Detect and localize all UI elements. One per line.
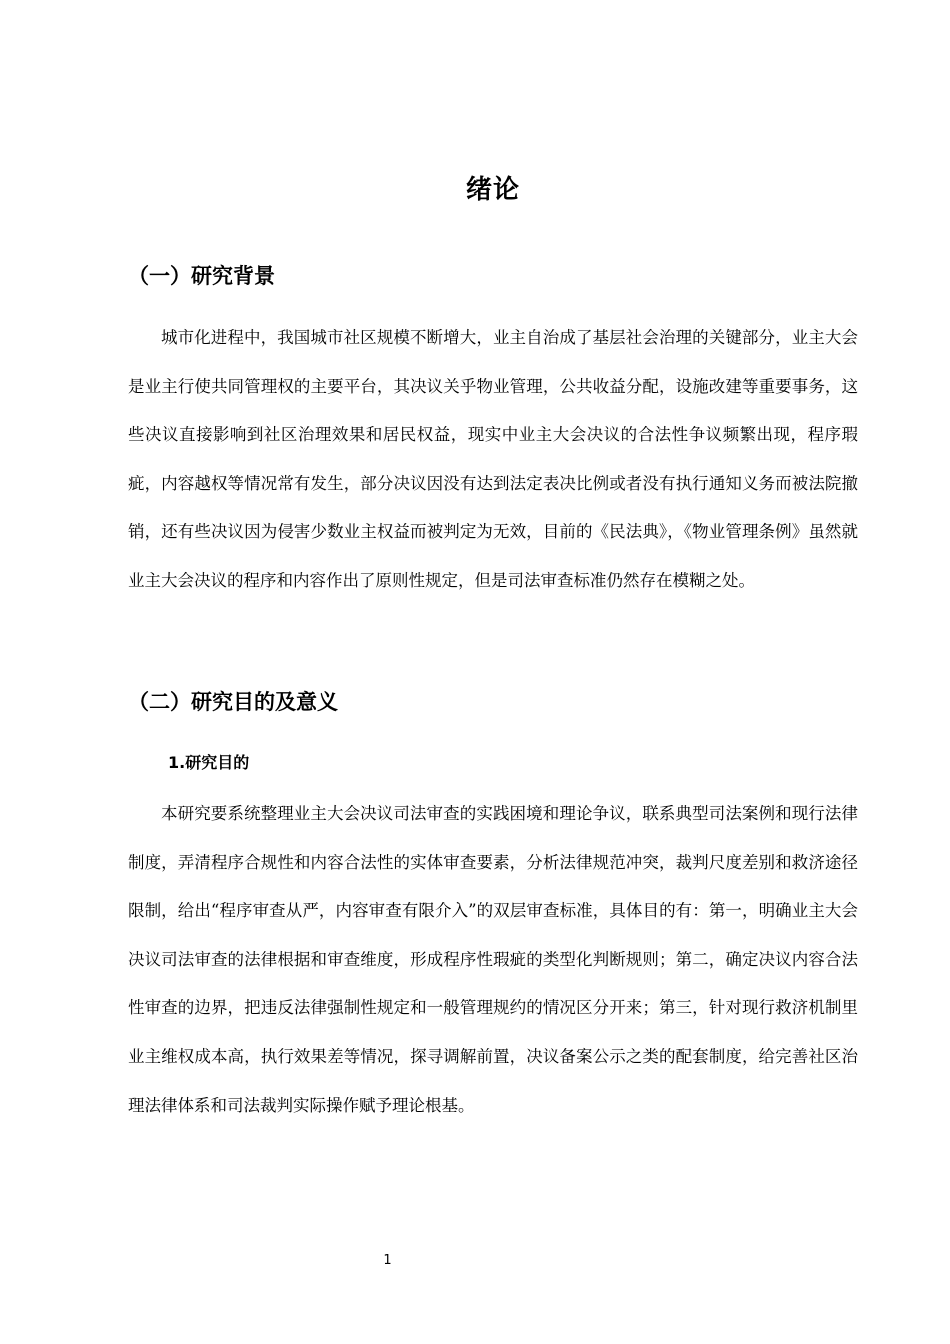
section-heading-background: （一）研究背景 — [128, 264, 275, 288]
background-paragraph: 城市化进程中，我国城市社区规模不断增大，业主自治成了基层社会治理的关键部分，业主大会是业主行使共同管理权的主要平台，其决议关乎物业管理，公共收益分配，设施改建等重要事务，这些决议直接影响到社区治理效果和居民权益，现实中业主大会决议的合法性争议频繁出现，程序瑕疵，内容越权等情况常有发生，部分决议因没有达到法定表决比例或者没有执行通知义务而被法院撤销，还有些决议因为侵害少数业主权益而被判定为无效，目前的《民法典》，《物业管理条例》虽然就业主大会决议的程序和内容作出了原则性规定，但是司法审查标准仍然存在模糊之处。 — [128, 328, 858, 590]
document-title: 绪论 — [465, 175, 520, 205]
page-number: 1 — [383, 1253, 392, 1268]
purpose-paragraph: 本研究要系统整理业主大会决议司法审查的实践困境和理论争议，联系典型司法案例和现行法律制度，弄清程序合规性和内容合法性的实体审查要素，分析法律规范冲突，裁判尺度差别和救济途径限制，给出“程序审查从严，内容审查有限介入”的双层审查标准，具体目的有：第一，明确业主大会决议司法审查的法律根据和审查维度，形成程序性瑕疵的类型化判断规则；第二，确定决议内容合法性审查的边界，把违反法律强制性规定和一般管理规约的情况区分开来；第三，针对现行救济机制里业主维权成本高，执行效果差等情况，探寻调解前置，决议备案公示之类的配套制度，给完善社区治理法律体系和司法裁判实际操作赋予理论根基。 — [128, 804, 858, 1115]
subsection-heading-purpose: 1.研究目的 — [168, 753, 250, 772]
section-heading-purpose-significance: （二）研究目的及意义 — [128, 690, 338, 714]
